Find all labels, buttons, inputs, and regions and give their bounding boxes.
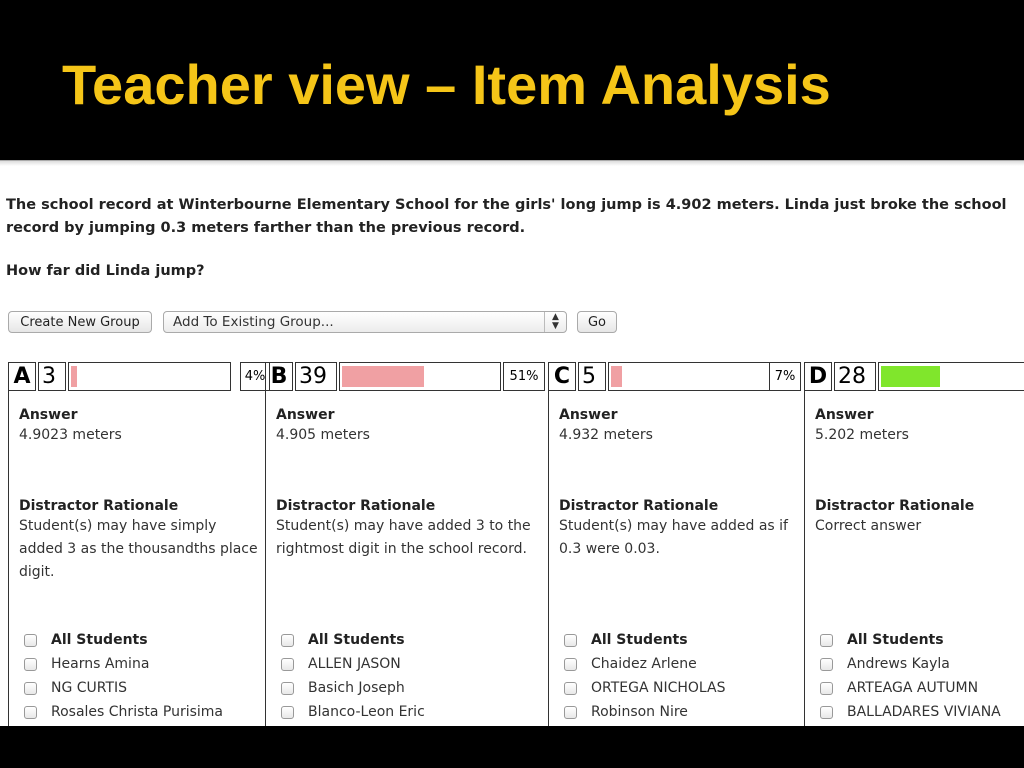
- checkbox[interactable]: [24, 634, 37, 647]
- answer-value: 4.9023 meters: [19, 427, 122, 443]
- checkbox[interactable]: [820, 658, 833, 671]
- option-percent-label: 7%: [769, 362, 801, 391]
- checkbox[interactable]: [564, 706, 577, 719]
- rationale-label: Distractor Rationale: [276, 498, 436, 514]
- student-row[interactable]: [564, 704, 688, 720]
- student-name: Hearns Amina: [51, 656, 150, 672]
- all-students-checkbox-row[interactable]: [564, 632, 688, 648]
- student-row[interactable]: [820, 680, 978, 696]
- rationale-label: Distractor Rationale: [815, 498, 975, 514]
- student-name: ORTEGA NICHOLAS: [591, 680, 726, 696]
- student-row[interactable]: [281, 656, 401, 672]
- checkbox[interactable]: [820, 706, 833, 719]
- option-count: 5: [578, 362, 606, 391]
- student-name: Robinson Nire: [591, 704, 688, 720]
- all-students-label: All Students: [51, 632, 148, 648]
- checkbox[interactable]: [820, 682, 833, 695]
- option-percent-bar-fill: [71, 366, 77, 387]
- student-name: ARTEAGA AUTUMN: [847, 680, 979, 696]
- question-stem: The school record at Winterbourne Elementary School for the girls' long jump is 4.902 meters. Linda just broke the school record by jumping 0.3 meters farther than the previous record.: [6, 197, 1007, 236]
- all-students-label: All Students: [591, 632, 688, 648]
- checkbox[interactable]: [24, 706, 37, 719]
- student-row[interactable]: [820, 704, 1001, 720]
- answer-label: Answer: [276, 407, 335, 423]
- column-divider: [548, 362, 549, 726]
- option-count: 3: [38, 362, 66, 391]
- option-percent-bar: [608, 362, 770, 391]
- student-name: ALLEN JASON: [308, 656, 401, 672]
- all-students-checkbox-row[interactable]: [281, 632, 405, 648]
- slide-title: Teacher view – Item Analysis: [62, 53, 831, 116]
- checkbox[interactable]: [24, 682, 37, 695]
- option-percent-bar: [878, 362, 1024, 391]
- checkbox[interactable]: [281, 706, 294, 719]
- rationale-label: Distractor Rationale: [559, 498, 719, 514]
- student-name: Blanco-Leon Eric: [308, 704, 425, 720]
- slide-bottom-band: [0, 726, 1024, 768]
- student-name: Andrews Kayla: [847, 656, 950, 672]
- checkbox[interactable]: [281, 658, 294, 671]
- option-percent-bar: [339, 362, 501, 391]
- all-students-checkbox-row[interactable]: [820, 632, 944, 648]
- option-column-d: [804, 362, 1024, 726]
- option-count: 39: [295, 362, 337, 391]
- rationale-label: Distractor Rationale: [19, 498, 179, 514]
- option-count: 28: [834, 362, 876, 391]
- checkbox[interactable]: [24, 658, 37, 671]
- student-row[interactable]: [24, 656, 149, 672]
- option-letter: C: [548, 362, 576, 391]
- option-percent-label: 4%: [240, 362, 270, 391]
- option-letter: D: [804, 362, 832, 391]
- checkbox[interactable]: [820, 634, 833, 647]
- rationale-text: Student(s) may have added 3 to the rightmost digit in the school record.: [276, 518, 531, 557]
- option-percent-bar-fill: [881, 366, 940, 387]
- answer-label: Answer: [19, 407, 78, 423]
- question-prompt: How far did Linda jump?: [6, 263, 205, 279]
- all-students-label: All Students: [308, 632, 405, 648]
- column-divider: [804, 362, 805, 726]
- student-row[interactable]: [24, 680, 127, 696]
- go-button[interactable]: Go: [577, 311, 617, 333]
- option-column-b: [265, 362, 548, 726]
- option-column-c: [548, 362, 804, 726]
- rationale-text: Correct answer: [815, 518, 922, 534]
- create-new-group-button[interactable]: Create New Group: [8, 311, 152, 333]
- option-percent-bar: [68, 362, 231, 391]
- existing-group-select-value: Add To Existing Group...: [173, 314, 334, 330]
- student-name: Chaidez Arlene: [591, 656, 697, 672]
- student-name: NG CURTIS: [51, 680, 128, 696]
- checkbox[interactable]: [564, 682, 577, 695]
- answer-label: Answer: [815, 407, 874, 423]
- all-students-label: All Students: [847, 632, 944, 648]
- answer-label: Answer: [559, 407, 618, 423]
- option-percent-bar-fill: [342, 366, 424, 387]
- option-percent-label: 51%: [503, 362, 545, 391]
- student-row[interactable]: [281, 680, 405, 696]
- slide-title-bar: [0, 0, 1024, 160]
- checkbox[interactable]: [564, 634, 577, 647]
- column-divider: [265, 362, 266, 726]
- select-arrows-icon: ▲ ▼: [544, 312, 566, 332]
- rationale-text: Student(s) may have added as if 0.3 were 0.03.: [559, 518, 788, 557]
- student-row[interactable]: [281, 704, 425, 720]
- option-column-a: [8, 362, 265, 726]
- option-letter: A: [8, 362, 36, 391]
- student-row[interactable]: [820, 656, 950, 672]
- student-row[interactable]: [564, 656, 697, 672]
- item-analysis-panel: [0, 166, 1024, 726]
- student-name: Rosales Christa Purisima: [51, 704, 224, 720]
- option-letter: B: [265, 362, 293, 391]
- all-students-checkbox-row[interactable]: [24, 632, 148, 648]
- student-row[interactable]: [564, 680, 726, 696]
- answer-value: 4.932 meters: [559, 427, 653, 443]
- option-percent-bar-fill: [611, 366, 622, 387]
- student-name: BALLADARES VIVIANA: [847, 704, 1001, 720]
- checkbox[interactable]: [564, 658, 577, 671]
- column-divider: [8, 362, 9, 726]
- student-name: Basich Joseph: [308, 680, 405, 696]
- student-row[interactable]: [24, 704, 223, 720]
- checkbox[interactable]: [281, 634, 294, 647]
- answer-value: 5.202 meters: [815, 427, 909, 443]
- answer-value: 4.905 meters: [276, 427, 370, 443]
- checkbox[interactable]: [281, 682, 294, 695]
- rationale-text: Student(s) may have simply added 3 as the thousandths place digit.: [19, 518, 258, 580]
- existing-group-select[interactable]: [163, 311, 567, 333]
